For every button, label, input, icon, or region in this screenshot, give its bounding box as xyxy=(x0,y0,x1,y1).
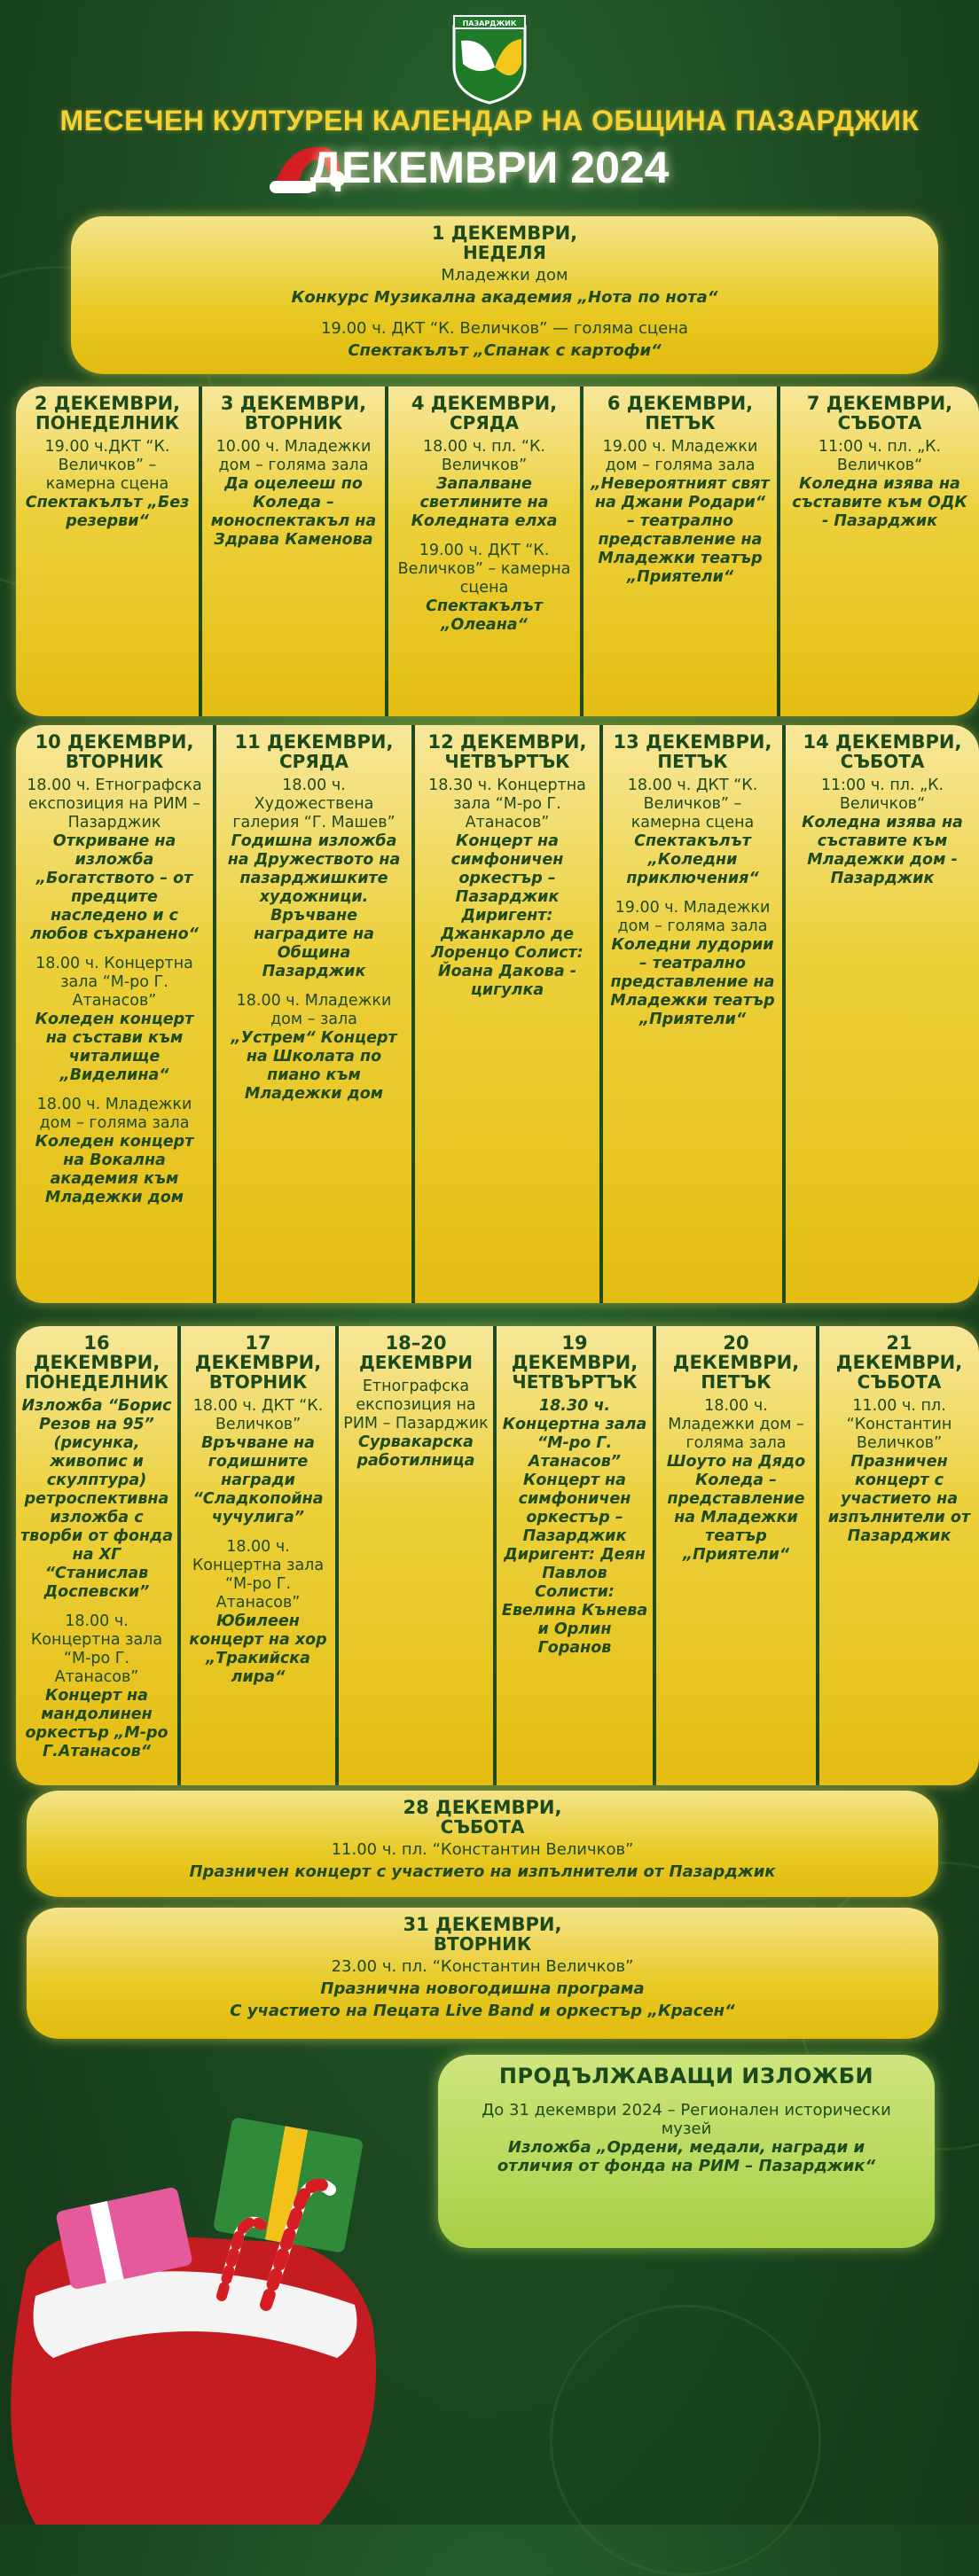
event-place: 19.00 ч. ДКТ “К. Величков” – камерна сцена xyxy=(397,542,571,597)
event-title: Годишна изложба на Дружеството на пазарджишките художници. Връчване наградите на Община Пазарджик xyxy=(227,832,401,980)
event-panel-dec-28 xyxy=(27,1791,938,1897)
event-day: СЪБОТА xyxy=(857,1371,942,1393)
event-place: 23.00 ч. пл. “Константин Величков” xyxy=(331,1957,634,1976)
event-day: ВТОРНИК xyxy=(208,1371,308,1393)
event-place: 18.00 ч. Младежки дом – голяма зала xyxy=(668,1397,804,1452)
event-title: Спектакълът „Олеана“ xyxy=(426,597,543,634)
event-day: СЪБОТА xyxy=(837,412,922,433)
event-date: 17 ДЕКЕМВРИ, xyxy=(194,1332,322,1373)
event-date: 21 ДЕКЕМВРИ, xyxy=(835,1332,963,1373)
event-day: ДЕКЕМВРИ xyxy=(358,1352,474,1373)
event-date: 11 ДЕКЕМВРИ, xyxy=(234,731,394,753)
event-title: Връчване на годишните награди “Сладкопойна чучулига” xyxy=(192,1434,324,1526)
event-day: СРЯДА xyxy=(278,751,349,772)
event-title: Изложба „Ордени, медали, награди и отличия от фонда на РИМ – Пазарджик“ xyxy=(497,2138,876,2175)
event-date: 19 ДЕКЕМВРИ, xyxy=(511,1332,638,1373)
event-title: Юбилеен концерт на хор „Тракийска лира“ xyxy=(189,1612,327,1686)
event-place: 19.00 ч. Младежки дом – голяма зала xyxy=(615,899,771,935)
day-cell-dec-20 xyxy=(656,1326,819,1785)
event-title: Да оцелееш по Коледа – моноспектакъл на Здрава Каменова xyxy=(210,475,377,549)
event-place: 19.00 ч. Младежки дом – голяма зала xyxy=(602,438,758,474)
calendar-month: ДЕКЕМВРИ 2024 xyxy=(309,143,670,192)
event-place: 18.00 ч. Младежки дом – голяма зала xyxy=(36,1096,192,1132)
event-day: СЪБОТА xyxy=(440,1816,525,1838)
event-day: СРЯДА xyxy=(449,412,520,433)
event-place: 18.00 ч. Концертна зала “М-ро Г. Атанасов” xyxy=(30,1612,163,1686)
event-place: 19.00 ч. ДКТ “К. Величков” — голяма сцена xyxy=(320,319,689,338)
event-place: 11:00 ч. пл. „К. Величков“ xyxy=(820,777,944,813)
event-title: Коледна изява на съставите към Младежки дом - Пазарджик xyxy=(802,814,963,887)
day-cell-dec-2 xyxy=(16,386,202,716)
event-place: 18.00 ч. Концертна зала “М-ро Г. Атанасов” xyxy=(35,955,193,1010)
decor-swirl xyxy=(550,2305,821,2576)
event-date: 28 ДЕКЕМВРИ, xyxy=(403,1797,562,1818)
event-title: „Невероятният свят на Джани Родари“ – театрално представление на Младежки театър „Приятели“ xyxy=(591,475,770,586)
event-day: ЧЕТВЪРТЪК xyxy=(444,751,570,772)
event-panel-dec-31 xyxy=(27,1908,938,2039)
event-day: ВТОРНИК xyxy=(433,1933,532,1955)
event-title: Концерт на симфоничен оркестър – Пазарджик Диригент: Джанкарло де Лоренцо Солист: Йоана Дакова - цигулка xyxy=(431,832,583,999)
event-date: 16 ДЕКЕМВРИ, xyxy=(33,1332,161,1373)
event-place: 18.00 ч. ДКТ “К. Величков” xyxy=(192,1397,324,1433)
event-title: „Устрем“ Концерт на Школата по пиано към Младежки дом xyxy=(231,1029,397,1103)
event-date: 31 ДЕКЕМВРИ, xyxy=(403,1914,562,1935)
event-date: 4 ДЕКЕМВРИ, xyxy=(411,393,558,414)
event-date: 2 ДЕКЕМВРИ, xyxy=(34,393,181,414)
event-title: Празнична новогодишна програма xyxy=(320,1979,645,1998)
event-place: 11.00 ч. пл. “Константин Величков” xyxy=(331,1840,634,1859)
event-day: СЪБОТА xyxy=(840,751,925,772)
event-subtitle: С участието на Пецата Live Band и оркестър „Красен“ xyxy=(230,2002,735,2020)
event-title: Запалване светлините на Коледната елха xyxy=(411,475,558,530)
event-place: Етнографска експозиция на РИМ – Пазарджик xyxy=(343,1378,489,1432)
event-title: Изложба “Борис Резов на 95” (рисунка, живопис и скулптура) ретроспективна изложба с творби от фонда на ХГ “Станислав Доспевски” xyxy=(20,1397,174,1601)
week-row-3 xyxy=(16,1326,979,1785)
event-day: ПЕТЪК xyxy=(701,1371,771,1393)
day-cell-dec-16 xyxy=(16,1326,181,1785)
event-date: 18–20 xyxy=(385,1332,447,1354)
event-place: 18.00 ч. пл. “К. Величков” xyxy=(423,438,545,474)
event-title: Празничен концерт с участието на изпълнители от Пазарджик xyxy=(827,1453,971,1545)
event-place: 10.00 ч. Младежки дом – голяма зала xyxy=(215,438,372,474)
day-cell-dec-11 xyxy=(216,725,415,1303)
continuing-exhibitions-panel xyxy=(438,2055,935,2248)
event-day: ВТОРНИК xyxy=(65,751,164,772)
event-title: 18.30 ч. Концертна зала “М-ро Г. Атанасов” Концерт на симфоничен оркестър – Пазарджик Диригент: Деян Павлов Солисти: Евелина Кънева и Орлин Горанов xyxy=(501,1397,648,1657)
event-day: ВТОРНИК xyxy=(244,412,343,433)
event-title: Шоуто на Дядо Коледа – представление на Младежки театър „Приятели“ xyxy=(666,1453,806,1564)
svg-text:ПАЗАРДЖИК: ПАЗАРДЖИК xyxy=(462,20,517,27)
event-date: 3 ДЕКЕМВРИ, xyxy=(220,393,367,414)
event-place: 19.00 ч.ДКТ “К. Величков” – камерна сцена xyxy=(44,438,170,493)
event-place: До 31 декември 2024 – Регионален исторически музей xyxy=(482,2101,891,2138)
event-place: 11.00 ч. пл. “Константин Величков” xyxy=(846,1397,952,1452)
event-title: Коледен концерт на състави към читалище „Виделина“ xyxy=(35,1011,194,1084)
continuing-title: ПРОДЪЛЖАВАЩИ ИЗЛОЖБИ xyxy=(498,2064,874,2088)
week-row-2 xyxy=(16,725,979,1303)
day-cell-dec-7 xyxy=(780,386,979,716)
event-title: Спектакълът „Спанак с картофи“ xyxy=(348,341,662,360)
event-day: ЧЕТВЪРТЪК xyxy=(512,1371,638,1393)
event-date: 1 ДЕКЕМВРИ, xyxy=(431,222,578,244)
event-place: 18.00 ч. Младежки дом – зала xyxy=(236,992,392,1028)
event-place: 18.00 ч. Концертна зала “М-ро Г. Атанасов” xyxy=(192,1538,325,1612)
event-day: НЕДЕЛЯ xyxy=(463,242,546,263)
event-title: Конкурс Музикална академия „Нота по нота“ xyxy=(291,288,718,307)
event-date: 7 ДЕКЕМВРИ, xyxy=(806,393,953,414)
event-title: Откриване на изложба „Богатството – от предците наследено и с любов съхранено“ xyxy=(30,832,199,943)
event-title: Коледна изява на съставите към ОДК - Пазарджик xyxy=(792,475,967,530)
day-cell-dec-13 xyxy=(603,725,786,1303)
event-day: ПОНЕДЕЛНИК xyxy=(24,1371,169,1393)
day-cell-dec-19 xyxy=(497,1326,656,1785)
event-place: 18.00 ч. Художествена галерия “Г. Машев” xyxy=(232,777,396,831)
event-title: Концерт на мандолинен оркестър „М-ро Г.Атанасов“ xyxy=(25,1687,168,1760)
santa-sack-gifts-illustration xyxy=(0,2092,390,2525)
day-cell-dec-3 xyxy=(202,386,388,716)
day-cell-dec-21 xyxy=(819,1326,979,1785)
event-title: Празничен концерт с участието на изпълнители от Пазарджик xyxy=(189,1862,776,1881)
event-place: 18.00 ч. ДКТ “К. Величков” – камерна сцена xyxy=(627,777,758,831)
event-place: 18.00 ч. Етнографска експозиция на РИМ – Пазарджик xyxy=(27,777,202,831)
day-cell-dec-4 xyxy=(388,386,583,716)
event-date: 14 ДЕКЕМВРИ, xyxy=(803,731,962,753)
event-date: 10 ДЕКЕМВРИ, xyxy=(35,731,194,753)
event-title: Коледни лудории – театрално представление на Младежки театър „Приятели“ xyxy=(610,936,775,1028)
event-title: Сурвакарска работилница xyxy=(356,1433,475,1470)
event-date: 12 ДЕКЕМВРИ, xyxy=(427,731,587,753)
day-cell-dec-6 xyxy=(583,386,780,716)
event-place: 11:00 ч. пл. „К. Величков“ xyxy=(818,438,942,474)
event-date: 6 ДЕКЕМВРИ, xyxy=(607,393,754,414)
calendar-title: МЕСЕЧЕН КУЛТУРЕН КАЛЕНДАР НА ОБЩИНА ПАЗАРДЖИК xyxy=(59,105,920,137)
event-title: Коледен концерт на Вокална академия към Младежки дом xyxy=(35,1133,194,1206)
day-cell-dec-14 xyxy=(786,725,979,1303)
event-date: 20 ДЕКЕМВРИ, xyxy=(672,1332,800,1373)
event-day: ПОНЕДЕЛНИК xyxy=(35,412,180,433)
event-title: Спектакълът „Коледни приключения“ xyxy=(626,832,759,887)
event-day: ПЕТЪК xyxy=(645,412,716,433)
day-cell-dec-10 xyxy=(16,725,216,1303)
pazardzhik-coat-of-arms-logo xyxy=(450,14,529,105)
event-date: 13 ДЕКЕМВРИ, xyxy=(613,731,772,753)
event-place: Младежки дом xyxy=(441,266,568,285)
day-cell-dec-18-20 xyxy=(339,1326,497,1785)
event-place: 18.30 ч. Концертна зала “М-ро Г. Атанасов” xyxy=(428,777,586,831)
event-day: ПЕТЪК xyxy=(657,751,728,772)
event-panel-dec-1 xyxy=(71,216,938,374)
event-title: Спектакълът „Без резерви“ xyxy=(25,494,190,530)
day-cell-dec-17 xyxy=(181,1326,339,1785)
week-row-1 xyxy=(16,386,979,716)
day-cell-dec-12 xyxy=(415,725,603,1303)
